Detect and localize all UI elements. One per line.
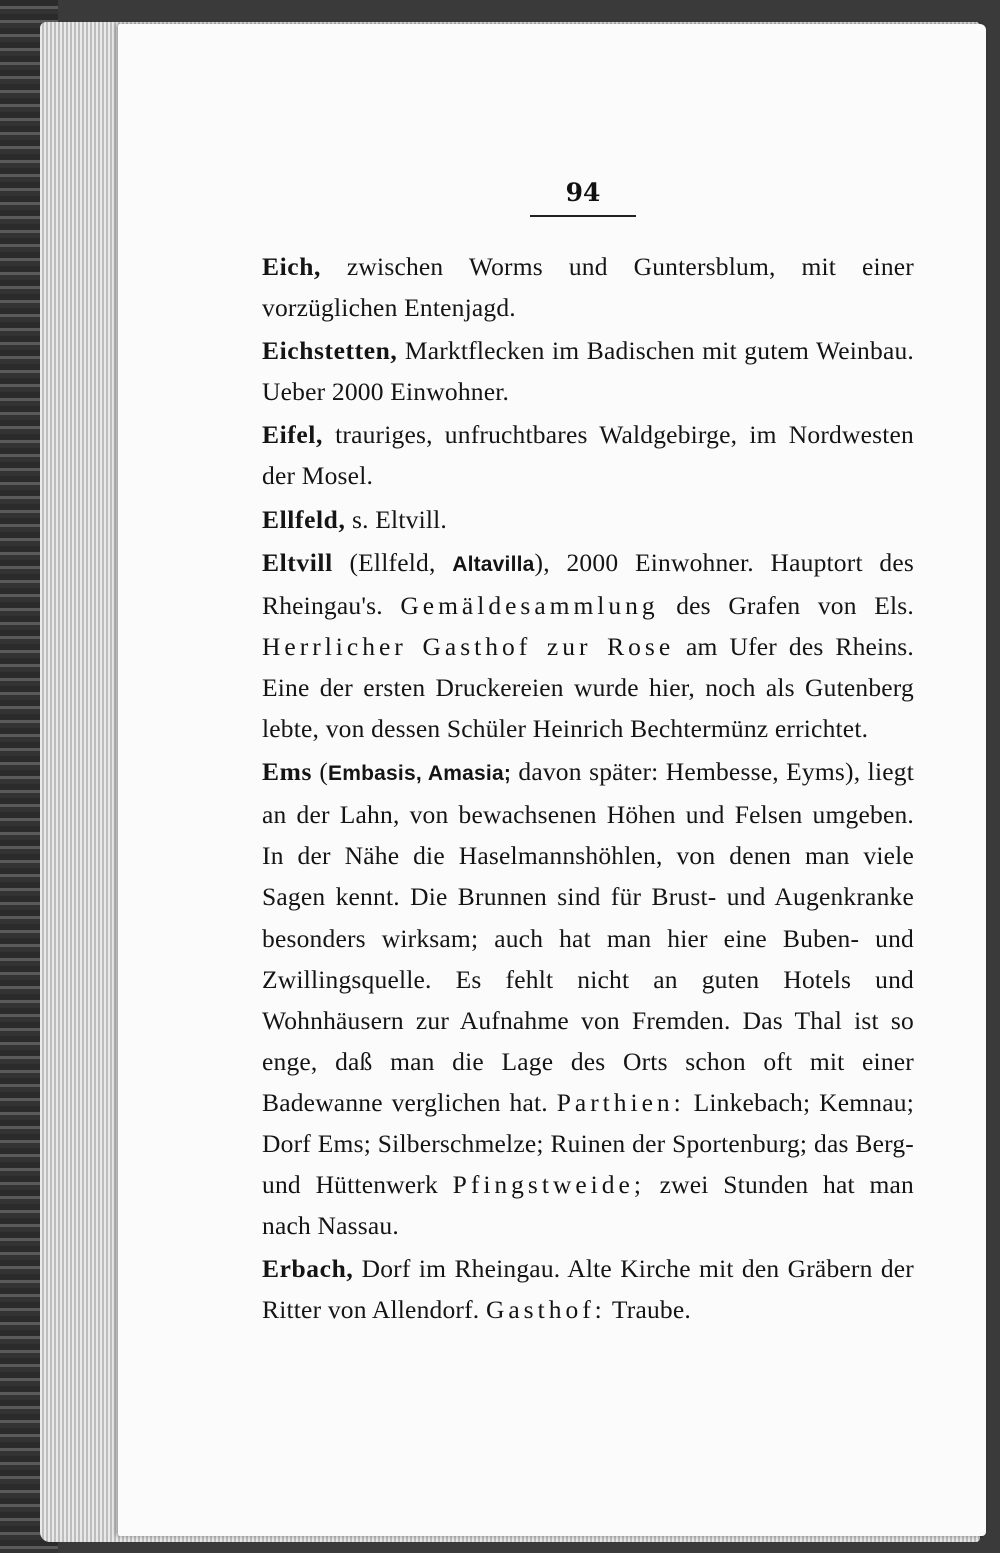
page-number: 94 — [565, 178, 601, 207]
page-number-rule — [530, 215, 636, 217]
entry-eichstetten — [262, 330, 914, 412]
entry-headword: Ellfeld, — [262, 504, 346, 534]
entry-eltvill — [262, 542, 914, 749]
entry-text: davon später: Hembesse, Eyms), liegt an der Lahn, von bewachsenen Höhen und Felsen umgeben. In der Nähe die Haselmannshöhlen, von denen man viele Sagen kennt. Die Brunnen sind für Brust- und Augenkranke besonders wirksam; auch hat man hier eine Buben- und Zwillingsquelle. Es fehlt nicht an guten Hotels und Wohnhäusern zur Aufnahme von Fremden. Das Thal ist so enge, daß man die Lage des Orts schon oft mit einer Badewanne verglichen hat. — [262, 757, 914, 1117]
entry-text: ( — [311, 757, 329, 787]
entry-headword: Eichstetten, — [262, 336, 398, 366]
entry-text: des Grafen von Els. — [658, 590, 914, 620]
entry-text: Linkebach; Kemnau; Dorf Ems; Silberschmelze; Ruinen der Sportenburg; das Berg- und Hüttenwerk — [262, 1087, 914, 1200]
entry-text: trauriges, unfruchtbares Waldgebirge, im Nordwesten der Mosel. — [262, 420, 914, 491]
entry-text: Marktflecken im Badischen mit gutem Weinbau. Ueber 2000 Einwohner. — [262, 336, 914, 407]
entry-spaced-emphasis: Pfingstweide; — [452, 1170, 645, 1200]
entry-spaced-emphasis: Herrlicher Gasthof zur Rose — [262, 631, 675, 661]
entry-ellfeld — [262, 499, 914, 540]
entry-latin-name: Embasis, Amasia; — [328, 762, 512, 786]
entry-text: Dorf im Rheingau. Alte Kirche mit den Gräbern der Ritter von Allendorf. — [262, 1254, 914, 1325]
entry-headword: Eltvill — [262, 547, 333, 577]
entry-spaced-emphasis: Gasthof: — [485, 1295, 606, 1325]
entry-text: zwischen Worms und Guntersblum, mit einer vorzüglichen Entenjagd. — [262, 252, 914, 323]
entry-text: ), 2000 Einwohner. Hauptort des Rheingau's. — [262, 547, 914, 620]
entry-text: zwei Stunden hat man nach Nassau. — [262, 1170, 914, 1241]
entry-spaced-emphasis: Gemäldesammlung — [400, 590, 659, 620]
page-body — [262, 246, 914, 1332]
entry-latin-name: Altavilla — [452, 552, 535, 576]
entry-eifel — [262, 414, 914, 496]
entry-headword: Ems — [262, 757, 312, 787]
entry-headword: Eifel, — [262, 420, 323, 450]
entry-text: s. Eltvill. — [345, 504, 448, 534]
entry-headword: Erbach, — [262, 1254, 354, 1284]
entry-ems — [262, 751, 914, 1246]
entry-text: am Ufer des Rheins. Eine der ersten Druckereien wurde hier, noch als Gutenberg lebte, von dessen Schüler Heinrich Bechtermünz errichtet. — [262, 631, 914, 744]
entry-eich — [262, 246, 914, 328]
entry-text: Traube. — [605, 1295, 691, 1325]
entry-headword: Eich, — [262, 252, 321, 281]
entry-erbach — [262, 1248, 914, 1330]
entry-spaced-emphasis: Parthien: — [556, 1087, 685, 1117]
entry-text: (Ellfeld, — [332, 547, 453, 577]
